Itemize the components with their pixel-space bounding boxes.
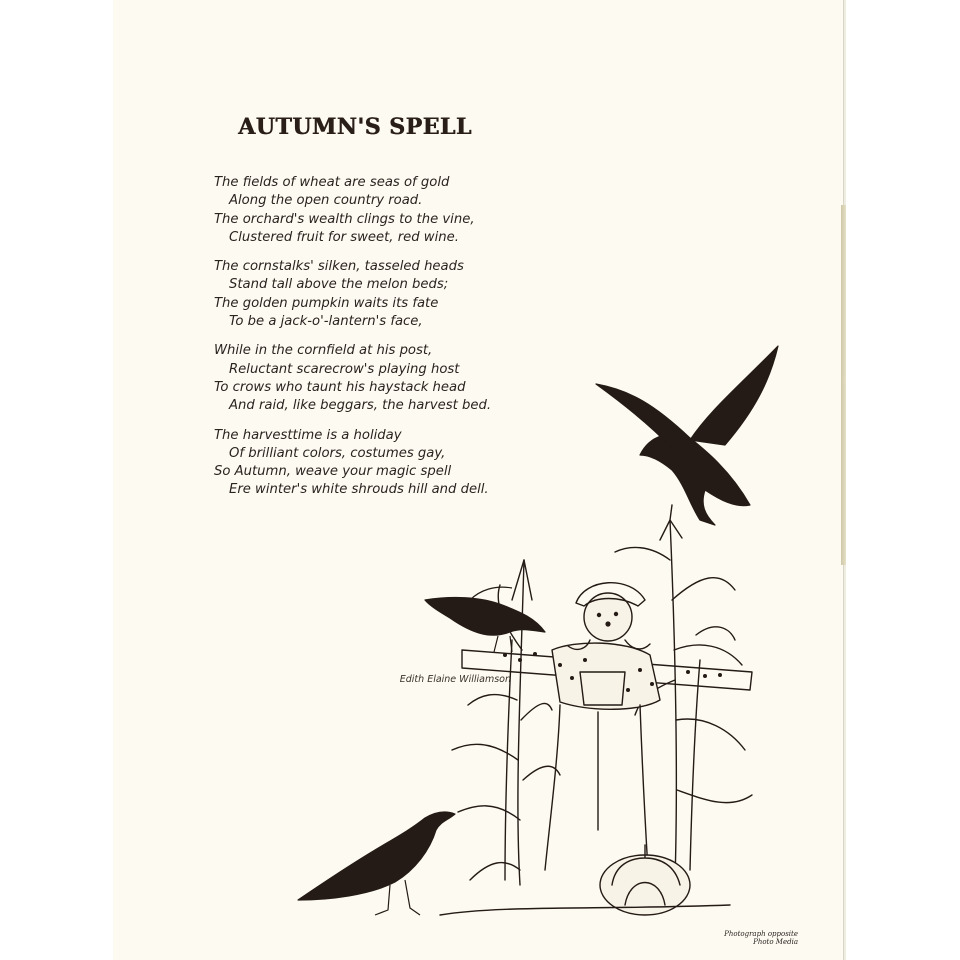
poem-title: AUTUMN'S SPELL [238, 114, 472, 140]
poem-line: And raid, like beggars, the harvest bed. [229, 398, 492, 414]
ground-crow [298, 812, 455, 915]
poem-line: Clustered fruit for sweet, red wine. [229, 229, 459, 245]
photo-credit [700, 930, 798, 946]
photo-credit-line1: Photograph opposite [724, 930, 798, 938]
poem-line: Stand tall above the melon beds; [229, 277, 449, 293]
poem-line: Of brilliant colors, costumes gay, [229, 445, 446, 461]
poem-line: The cornstalks' silken, tasseled heads [214, 259, 464, 275]
poem-line: While in the cornfield at his post, [214, 343, 433, 359]
perched-crow [425, 587, 545, 652]
poem-line: The orchard's wealth clings to the vine, [214, 211, 475, 227]
poem-line: The fields of wheat are seas of gold [214, 175, 450, 190]
poem-line: To crows who taunt his haystack head [214, 379, 466, 395]
scarecrow-pants [545, 705, 648, 870]
scarecrow-shirt [552, 643, 660, 709]
poem-author: Edith Elaine Williamson [399, 674, 511, 685]
poem-line: The harvesttime is a holiday [214, 427, 402, 443]
pumpkin [600, 845, 690, 915]
poem-line: The golden pumpkin waits its fate [214, 295, 439, 311]
poem-line: Ere winter's white shrouds hill and dell. [229, 482, 489, 498]
photo-credit-line2: Photo Media [753, 938, 798, 946]
flying-crow [596, 346, 778, 525]
poem-line: To be a jack-o'-lantern's face, [229, 314, 423, 330]
poem-line: So Autumn, weave your magic spell [214, 464, 452, 480]
poem-line: Along the open country road. [229, 193, 423, 209]
poem-line: Reluctant scarecrow's playing host [229, 361, 460, 377]
